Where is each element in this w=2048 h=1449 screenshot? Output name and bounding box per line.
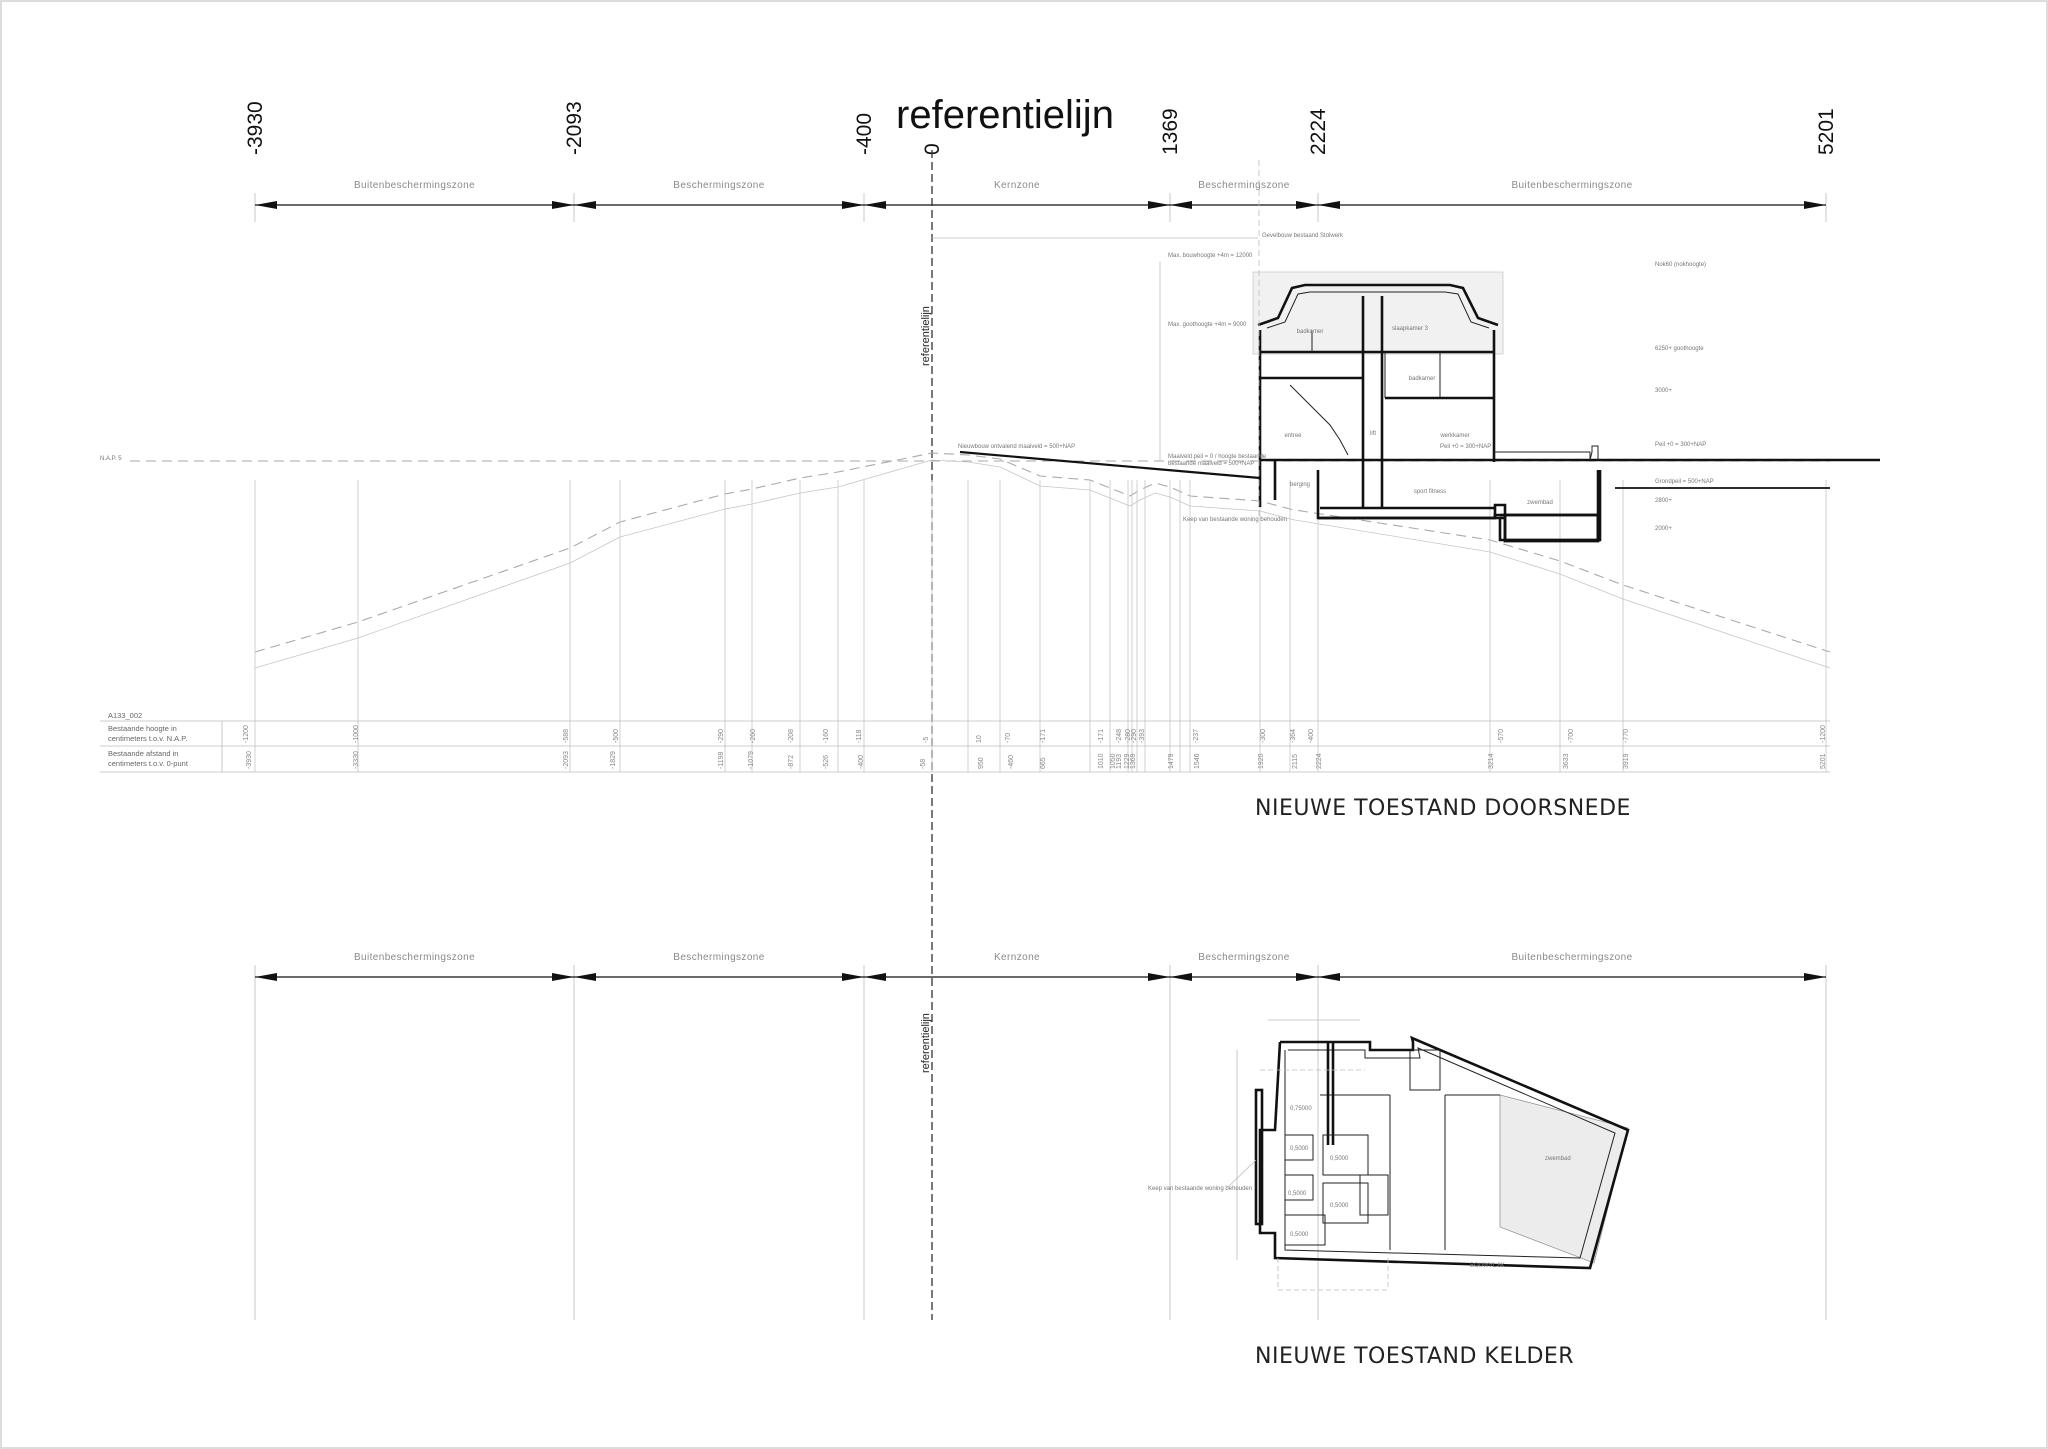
scale-tick-6: 5201 bbox=[1815, 108, 1838, 155]
terrace bbox=[1494, 446, 1598, 460]
zone-arrow-right-0 bbox=[552, 201, 574, 209]
room-label-2: slaapkamer 3 bbox=[1391, 326, 1429, 332]
drawing-title: referentielijn bbox=[896, 93, 1114, 137]
zone-arrow-right-0 bbox=[552, 973, 574, 981]
zone-arrow-right-1 bbox=[842, 201, 864, 209]
basement-outline bbox=[1318, 470, 1598, 540]
distance-value-1: -3330 bbox=[353, 751, 360, 769]
table-row2-label-a: Bestaande afstand in bbox=[108, 749, 179, 758]
room-label-6: werkkamer bbox=[1440, 433, 1470, 439]
distance-value-3: -1829 bbox=[610, 751, 617, 769]
zone-arrow-right-2 bbox=[1148, 973, 1170, 981]
height-value-16: -290 bbox=[1131, 728, 1138, 743]
distance-value-20: 1920 bbox=[1258, 753, 1265, 769]
reference-label-bottom: referentielijn bbox=[920, 1013, 932, 1073]
table-id: A133_002 bbox=[108, 711, 143, 720]
height-value-13: -171 bbox=[1098, 728, 1105, 743]
zone-label-0: Buitenbeschermingszone bbox=[353, 952, 476, 963]
height-value-24: -770 bbox=[1623, 728, 1630, 743]
room-label-1: badkamer bbox=[1296, 329, 1324, 335]
terrain-verticals bbox=[255, 480, 1826, 772]
room-label-7: berging bbox=[1289, 482, 1311, 488]
zone-label-1: Beschermingszone bbox=[673, 952, 765, 963]
plan-room-3 bbox=[1323, 1135, 1368, 1175]
note-nieuwbouw: Nieuwbouw ontvalend maaiveld = 500+NAP bbox=[958, 444, 1076, 450]
distance-value-15: 1193 bbox=[1116, 753, 1123, 769]
zone-arrow-left-2 bbox=[864, 973, 886, 981]
table-values bbox=[243, 725, 1827, 769]
note-goothoogte-r: 6250+ goothoogte bbox=[1655, 346, 1704, 352]
height-value-14: -248 bbox=[1116, 728, 1123, 743]
basement-plan bbox=[1148, 1020, 1628, 1290]
height-value-21: -400 bbox=[1308, 728, 1315, 743]
distance-value-12: 665 bbox=[1040, 757, 1047, 769]
zone-arrow-right-4 bbox=[1804, 973, 1826, 981]
zone-arrow-right-3 bbox=[1296, 201, 1318, 209]
height-value-6: -208 bbox=[788, 728, 795, 743]
height-value-0: -1200 bbox=[243, 725, 250, 743]
height-value-7: -160 bbox=[823, 728, 830, 743]
height-value-3: -500 bbox=[613, 728, 620, 743]
height-value-25: -1200 bbox=[1820, 725, 1827, 743]
zone-arrow-left-2 bbox=[864, 201, 886, 209]
room-label-4: entree bbox=[1284, 433, 1302, 439]
height-value-5: -260 bbox=[750, 728, 757, 743]
zone-arrow-left-0 bbox=[255, 201, 277, 209]
plan-label-5: 0,5000 bbox=[1330, 1203, 1349, 1209]
terrain-solid-line bbox=[255, 460, 1830, 668]
distance-value-24: 3633 bbox=[1563, 753, 1570, 769]
height-value-20: -364 bbox=[1290, 728, 1297, 743]
distance-value-11: -460 bbox=[1008, 754, 1015, 769]
zone-arrow-left-1 bbox=[574, 973, 596, 981]
height-value-22: -570 bbox=[1498, 728, 1505, 743]
distance-value-5: -1079 bbox=[748, 751, 755, 769]
zone-arrow-left-0 bbox=[255, 973, 277, 981]
distance-value-14: 1050 bbox=[1110, 753, 1117, 769]
distance-value-23: 3214 bbox=[1488, 753, 1495, 769]
plan-label-pool: zwembad bbox=[1545, 1156, 1571, 1162]
distance-value-6: -872 bbox=[788, 754, 795, 769]
scale-tick-3: 0 bbox=[921, 143, 944, 155]
distance-value-7: -526 bbox=[823, 754, 830, 769]
basement-title: NIEUWE TOESTAND KELDER bbox=[1255, 1344, 1575, 1369]
distance-value-17: 1369 bbox=[1130, 753, 1137, 769]
zone-arrow-left-4 bbox=[1318, 201, 1340, 209]
distance-value-18: 1479 bbox=[1168, 753, 1175, 769]
sheet-border bbox=[1, 1, 2047, 1448]
height-value-4: -290 bbox=[718, 728, 725, 743]
height-value-9: -5 bbox=[923, 736, 930, 743]
note-peil-r: Peil +0 = 300+NAP bbox=[1655, 442, 1707, 448]
distance-value-22: 2224 bbox=[1316, 753, 1323, 769]
section-building bbox=[932, 160, 1880, 541]
height-value-8: -118 bbox=[856, 729, 863, 743]
plan-keep-note: Keep van bestaande woning behouden bbox=[1148, 1186, 1253, 1192]
zone-arrow-right-2 bbox=[1148, 201, 1170, 209]
zone-label-2: Kernzone bbox=[993, 952, 1041, 963]
zone-label-0: Buitenbeschermingszone bbox=[353, 180, 476, 191]
note-keep: Keep van bestaande woning behouden bbox=[1183, 517, 1288, 523]
zone-bar-top bbox=[255, 180, 1826, 222]
height-value-18: -237 bbox=[1193, 728, 1200, 743]
distance-value-21: 2115 bbox=[1292, 753, 1299, 769]
plan-label-4: 0,5000 bbox=[1288, 1191, 1307, 1197]
height-value-11: -70 bbox=[1005, 732, 1012, 743]
zone-label-3: Beschermingszone bbox=[1198, 180, 1290, 191]
distance-value-13: 1010 bbox=[1098, 753, 1105, 769]
distance-value-19: 1546 bbox=[1194, 753, 1201, 769]
height-value-17: -393 bbox=[1139, 728, 1146, 743]
note-peil: Peil +0 = 300+NAP bbox=[1440, 444, 1492, 450]
scale-tick-2: -400 bbox=[853, 112, 876, 155]
distance-value-26: 5201 bbox=[1820, 753, 1827, 769]
height-value-23: -700 bbox=[1568, 728, 1575, 743]
basement-slab bbox=[1318, 470, 1600, 540]
zone-arrow-left-1 bbox=[574, 201, 596, 209]
note-2000: 2000+ bbox=[1655, 526, 1672, 532]
plan-label-2: 0,5000 bbox=[1290, 1146, 1309, 1152]
zone-label-4: Buitenbeschermingszone bbox=[1511, 952, 1633, 963]
note-3000: 3000+ bbox=[1655, 388, 1672, 394]
plan-room-6 bbox=[1285, 1215, 1325, 1245]
zone-arrow-left-4 bbox=[1318, 973, 1340, 981]
zone-label-2: Kernzone bbox=[993, 180, 1041, 191]
height-value-19: -300 bbox=[1260, 728, 1267, 743]
pool-hatch bbox=[1500, 1095, 1628, 1263]
height-value-1: -1000 bbox=[353, 725, 360, 743]
table-row1-label-a: Bestaande hoogte in bbox=[108, 724, 177, 733]
distance-value-4: -1198 bbox=[718, 751, 725, 769]
pool-basin bbox=[1500, 515, 1598, 541]
distance-value-8: -400 bbox=[858, 754, 865, 769]
zone-label-4: Buitenbeschermingszone bbox=[1511, 180, 1633, 191]
height-table bbox=[100, 711, 1830, 772]
table-row2-label-b: centimeters t.o.v. 0-punt bbox=[108, 759, 188, 768]
terrain-profile bbox=[255, 453, 1830, 772]
plan-label-3: 0,5000 bbox=[1330, 1156, 1349, 1162]
zone-label-3: Beschermingszone bbox=[1198, 952, 1290, 963]
note-bestaande-maaiveld: bestaande maaiveld = 500+NAP bbox=[1168, 461, 1255, 467]
note-max-goothoogte: Max. goothoogte +4m = 9000 bbox=[1168, 322, 1247, 328]
plan-room-5 bbox=[1360, 1175, 1388, 1215]
table-row1-label-b: centimeters t.o.v. N.A.P. bbox=[108, 734, 188, 743]
scale-tick-5: 2224 bbox=[1307, 108, 1330, 155]
note-maaiveld: Maaiveld peil = 0 / hoogte bestaande bbox=[1168, 454, 1267, 460]
note-2800: 2800+ bbox=[1655, 498, 1672, 504]
height-value-15: -280 bbox=[1125, 728, 1132, 743]
room-label-5: lift bbox=[1370, 431, 1376, 437]
distance-value-9: -58 bbox=[920, 758, 927, 769]
scale-tick-0: -3930 bbox=[244, 101, 267, 155]
distance-value-16: 1229 bbox=[1124, 753, 1131, 769]
height-value-2: -588 bbox=[563, 728, 570, 743]
zone-arrow-left-3 bbox=[1170, 201, 1192, 209]
room-label-9: zwembad bbox=[1527, 500, 1553, 506]
scale-tick-1: -2093 bbox=[563, 101, 586, 155]
plan-label-1: 0,75000 bbox=[1290, 1106, 1312, 1112]
note-grondpeil: Grondpeil = 500+NAP bbox=[1655, 479, 1714, 485]
distance-value-10: 950 bbox=[978, 757, 985, 769]
distance-value-25: 3919 bbox=[1623, 753, 1630, 769]
nap-label: N.A.P. 5 bbox=[100, 456, 122, 462]
zone-arrow-right-1 bbox=[842, 973, 864, 981]
zone-label-1: Beschermingszone bbox=[673, 180, 765, 191]
note-nok: Nok60 (nokhoogte) bbox=[1655, 262, 1707, 268]
zone-arrow-right-3 bbox=[1296, 973, 1318, 981]
terrain-dashed-line bbox=[255, 453, 1830, 652]
plan-keep-leader bbox=[1228, 1160, 1256, 1187]
reference-label-top: referentielijn bbox=[920, 306, 932, 366]
scale-tick-4: 1369 bbox=[1159, 108, 1182, 155]
height-value-10: 10 bbox=[976, 735, 983, 743]
height-value-12: -171 bbox=[1040, 728, 1047, 743]
note-max-bouwhoogte: Max. bouwhoogte +4m = 12000 bbox=[1168, 253, 1253, 259]
zone-arrow-right-4 bbox=[1804, 201, 1826, 209]
distance-value-2: -2093 bbox=[563, 751, 570, 769]
plan-label-bouw: BOUWVL 6K bbox=[1470, 1263, 1505, 1269]
section-title: NIEUWE TOESTAND DOORSNEDE bbox=[1255, 796, 1631, 821]
room-label-3: badkamer bbox=[1408, 376, 1436, 382]
stair bbox=[1290, 385, 1348, 455]
note-gevel: Gevelbouw bestaand Stolwerk bbox=[1262, 233, 1344, 239]
room-label-8: sport fitness bbox=[1413, 489, 1447, 495]
distance-value-0: -3930 bbox=[246, 751, 253, 769]
zone-arrow-left-3 bbox=[1170, 973, 1192, 981]
plan-label-6: 0,5000 bbox=[1290, 1232, 1309, 1238]
